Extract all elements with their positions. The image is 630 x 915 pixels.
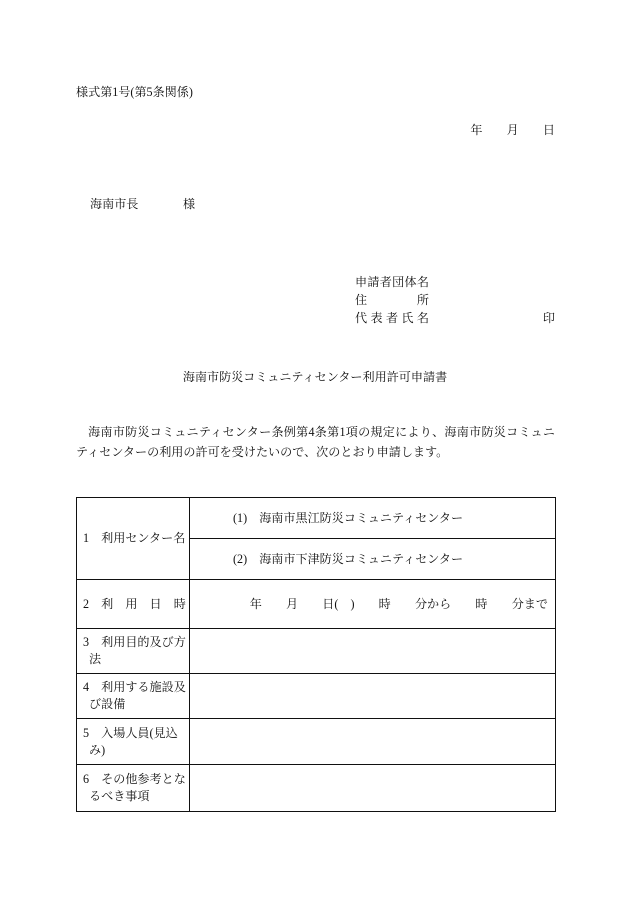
usage-datetime-template: 年 月 日( ) 時 分から 時 分まで xyxy=(249,597,548,611)
application-table xyxy=(76,497,556,812)
addressee-honorific: 様 xyxy=(183,197,196,211)
table-row xyxy=(77,580,556,629)
date-line: 年 月 日 xyxy=(470,123,555,137)
row-label-expected-attendance: 5 入場人員(見込み) xyxy=(83,725,178,757)
document-title: 海南市防災コミュニティセンター利用許可申請書 xyxy=(182,370,448,384)
addressee-name: 海南市長 xyxy=(90,197,139,211)
center-option-shimotsu: (2) 海南市下津防災コミュニティセンター xyxy=(233,552,464,566)
intro-paragraph: 海南市防災コミュニティセンター条例第4条第1項の規定により、海南市防災コミュニティセンターの利用の許可を受けたいので、次のとおり申請します。 xyxy=(76,425,555,459)
other-notes-entry-cell xyxy=(190,765,556,812)
table-row xyxy=(77,629,556,674)
facilities-equipment-entry-cell xyxy=(190,674,556,719)
table-row xyxy=(77,498,556,539)
center-option-cell xyxy=(190,539,556,580)
applicant-org-label: 申請者団体名 xyxy=(355,275,429,289)
row-label-purpose-method: 3 利用目的及び方法 xyxy=(83,635,186,666)
table-row xyxy=(77,674,556,719)
table-row xyxy=(77,719,556,765)
row-label-other-notes: 6 その他参考となるべき事項 xyxy=(83,772,186,803)
row-label-cell xyxy=(77,498,190,580)
row-label-cell xyxy=(77,580,190,629)
table-row xyxy=(77,765,556,812)
row-label-usage-datetime: 2 利 用 日 時 xyxy=(83,596,186,611)
center-option-cell xyxy=(190,498,556,539)
form-number: 様式第1号(第5条関係) xyxy=(76,85,193,99)
center-option-kuroe: (1) 海南市黒江防災コミュニティセンター xyxy=(233,511,464,525)
row-label-cell xyxy=(77,765,190,812)
row-label-facilities-equipment: 4 利用する施設及び設備 xyxy=(83,680,186,711)
usage-datetime-cell xyxy=(190,580,556,629)
row-label-cell xyxy=(77,719,190,765)
row-label-cell xyxy=(77,674,190,719)
row-label-center-name: 1 利用センター名 xyxy=(83,531,186,545)
purpose-method-entry-cell xyxy=(190,629,556,674)
seal-mark: 印 xyxy=(542,311,555,325)
applicant-address-label: 住 所 xyxy=(355,293,429,307)
expected-attendance-entry-cell xyxy=(190,719,556,765)
row-label-cell xyxy=(77,629,190,674)
applicant-representative-label: 代 表 者 氏 名 xyxy=(355,311,429,325)
